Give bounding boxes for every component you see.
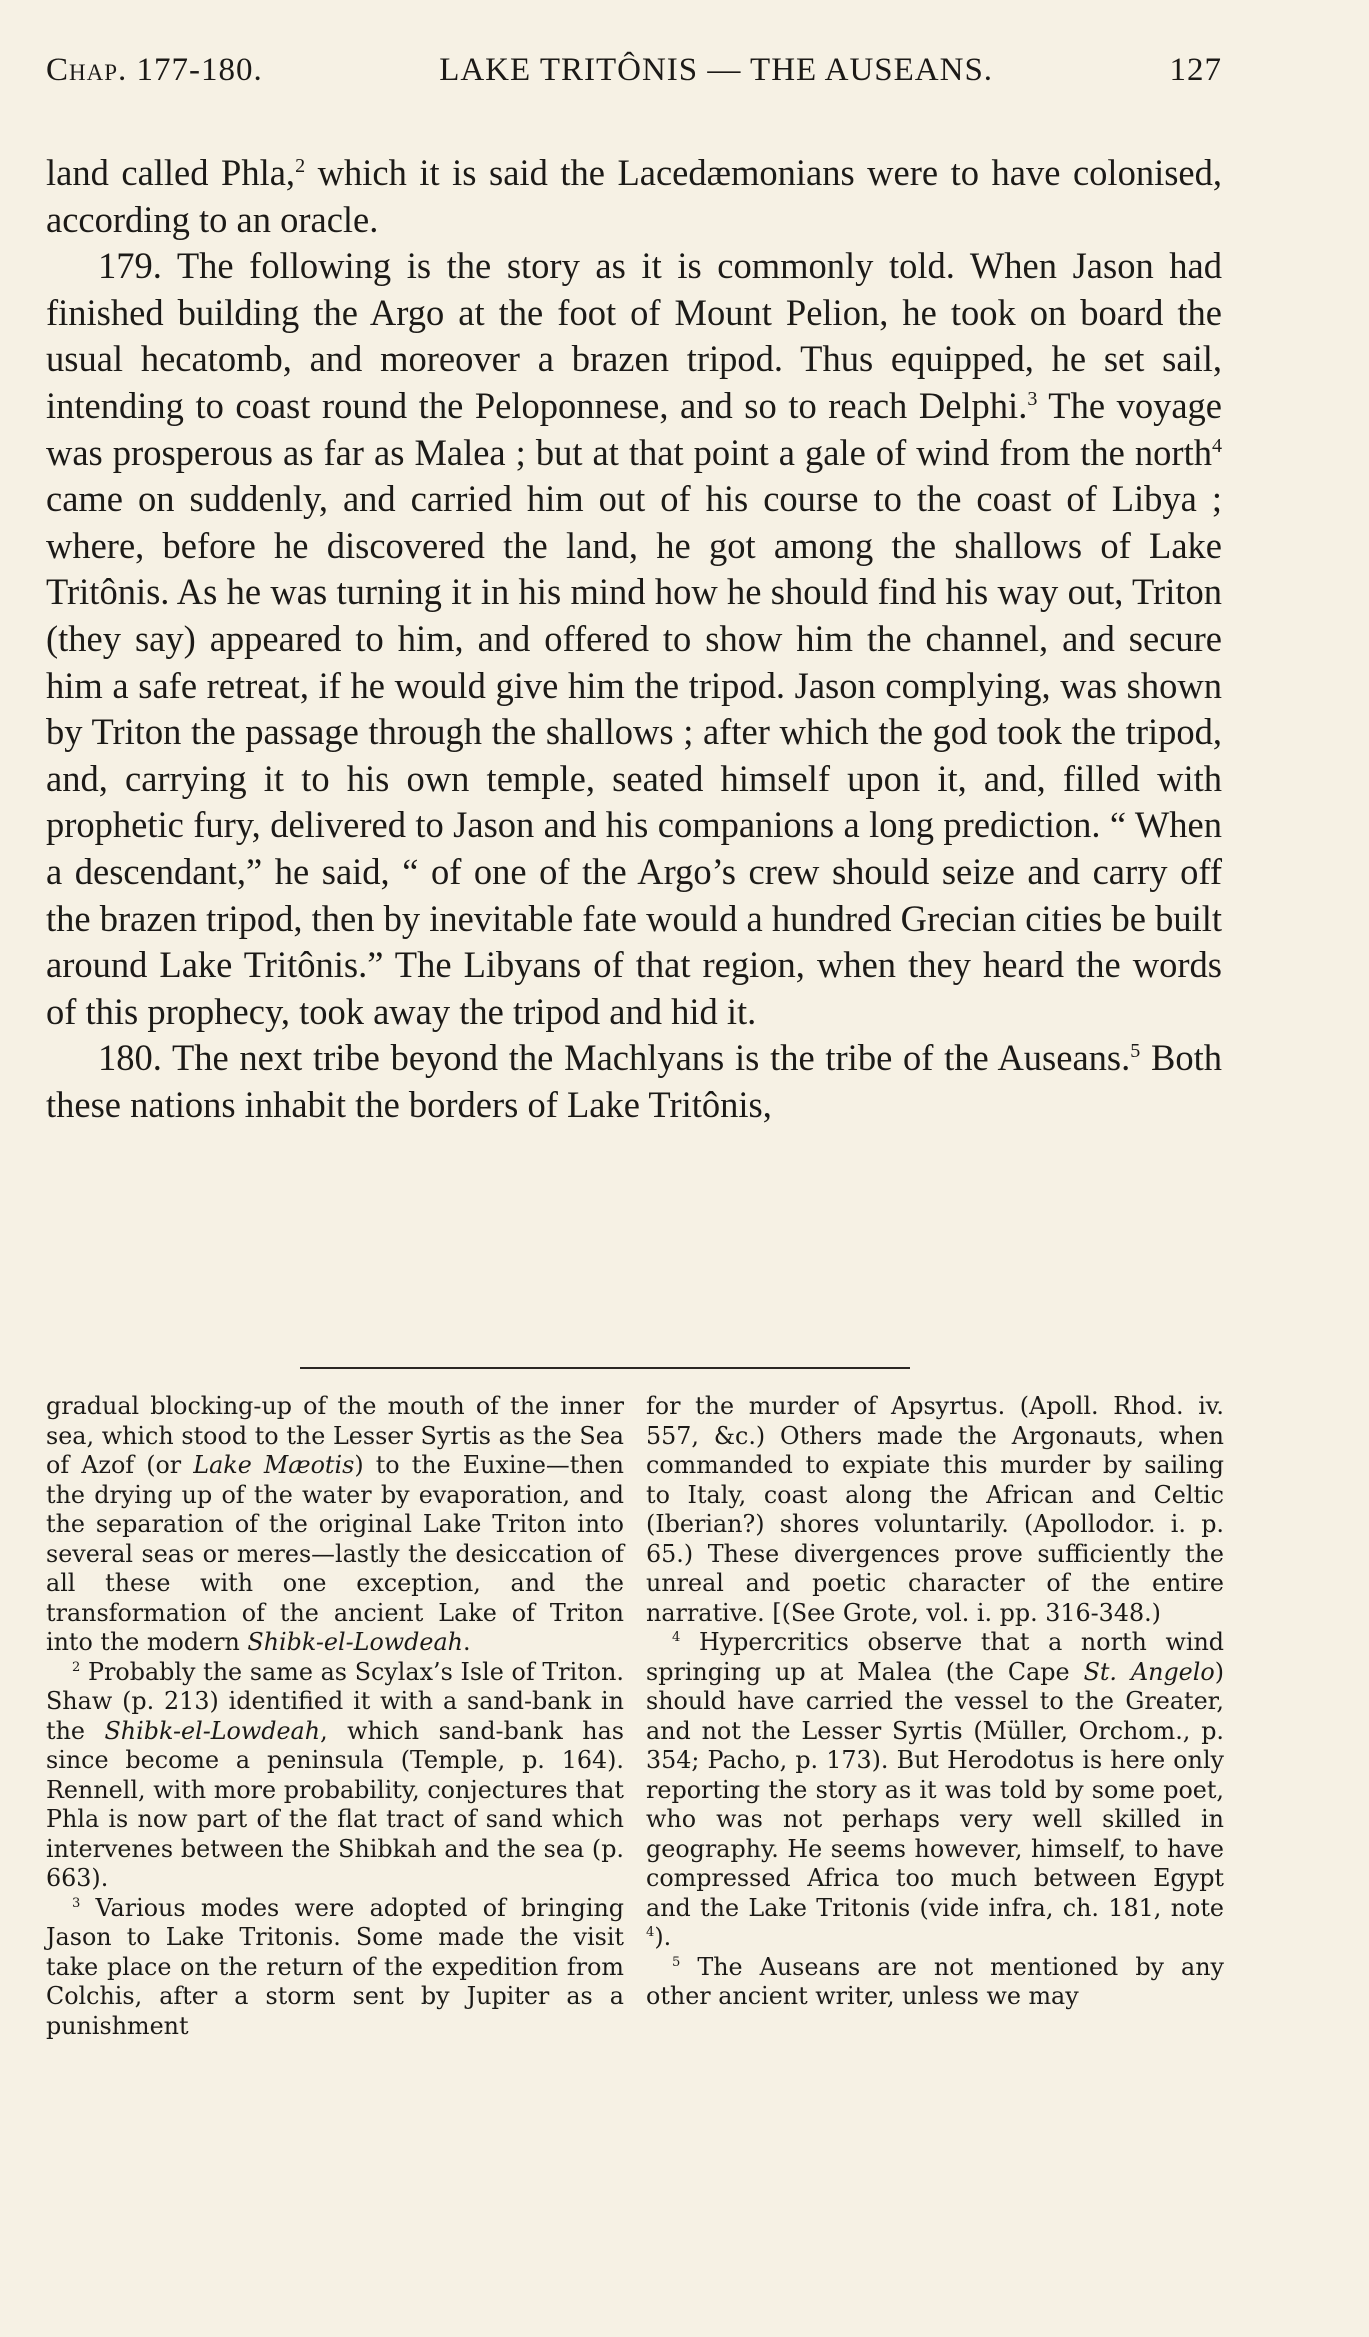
italic-run: Shibk-el-Lowdeah <box>247 1628 463 1656</box>
text-run: Both these nations inhabit the borders of Lake Tritônis, <box>46 1037 1222 1125</box>
text-run: Various modes were adopted of bringing Jason to Lake Tritonis. Some made the visit take place on the return of the expedition from Colchis, after a storm sent by Jupiter as a punishment <box>46 1893 624 2040</box>
italic-run: St. Angelo <box>1083 1657 1215 1686</box>
text-run: 180. The next tribe beyond the Machlyans is the tribe of the Auseans. <box>98 1037 1131 1079</box>
text-run: land called Phla, <box>46 152 296 193</box>
footnote-number: 5 <box>672 1954 681 1970</box>
chapter-range: Chap. 177-180. <box>46 52 263 88</box>
footnotes-left-column <box>46 1392 624 2041</box>
footnotes-right-column <box>646 1392 1224 2012</box>
text-run: came on suddenly, and carried him out of his course to the coast of Libya ; where, before he discovered the land, he got among the shallows of Lake Tritônis. As he was turning it in his mind how he should find his way out, Triton (they say) appeared to him, and offered to show him the channel, and secure him a safe retreat, if he would give him the tripod. Jason complying, was shown by Triton the passage through the shallows ; after which the god took the tripod, and, carrying it to his own temple, seated himself upon it, and, filled with prophetic fury, delivered to Jason and his companions a long prediction. “ When a descendant,” he said, “ of one of the Argo’s crew should seize and carry off the brazen tripod, then by inevitable fate would a hundred Grecian cities be built around Lake Tritônis.” The Libyans of that region, when they heard the words of this prophecy, took away the tripod and hid it. <box>46 478 1222 1032</box>
running-title: LAKE TRITÔNIS — THE AUSEANS. <box>439 52 994 88</box>
footnote-number: 2 <box>72 1659 81 1675</box>
italic-run: Shibk-el-Lowdeah <box>104 1716 321 1745</box>
footnote-5 <box>646 1953 1224 2012</box>
text-run: 179. The following is the story as it is commonly told. When Jason had finished building the Argo at the foot of Mount Pelion, he took on board the usual hecatomb, and moreover a brazen tripod. Thus equipped, he set sail, intending to coast round the Peloponnese, and so to reach Delphi. <box>46 245 1222 426</box>
footnote-continuation <box>646 1392 1224 1628</box>
footnote-ref: 5 <box>1130 1040 1141 1063</box>
main-text <box>46 150 1222 1128</box>
footnote-continuation <box>46 1392 624 1658</box>
text-run: , which sand-bank has since become a peninsula (Temple, p. 164). Rennell, with more probability, conjectures that Phla is now part of the flat tract of sand which intervenes between the Shibkah and the sea (p. 663). <box>46 1716 624 1892</box>
text-run: The voyage was prosperous as far as Malea ; but at that point a gale of wind from the north <box>46 384 1222 473</box>
footnote-2 <box>46 1658 624 1894</box>
running-header <box>46 52 1222 102</box>
footnote-number: 3 <box>72 1895 81 1911</box>
text-run: ) should have carried the vessel to the Greater, and not the Lesser Syrtis (Müller, Orchom., p. 354; Pacho, p. 173). But Herodotus is here only reporting the story as it was told by some poet, who was not perhaps very well skilled in geography. He seems however, himself, to have compressed Africa too much between Egypt and the Lake Tritonis (vide infra, ch. 181, note <box>646 1657 1225 1922</box>
footnote-ref: 3 <box>1027 387 1038 410</box>
page-number: 127 <box>1169 52 1222 88</box>
footnote-3 <box>46 1894 624 2042</box>
text-run: Hypercritics observe that a north wind springing up at Malea (the Cape <box>646 1628 1224 1686</box>
text-run: ). <box>654 1923 672 1951</box>
paragraph-179 <box>46 243 1222 1035</box>
paragraph-continuation <box>46 150 1222 243</box>
footnote-ref: 2 <box>295 154 306 177</box>
paragraph-180 <box>46 1035 1222 1128</box>
text-run: gradual blocking-up of the mouth of the inner sea, which stood to the Lesser Syrtis as the Sea of Azof (or <box>46 1392 624 1479</box>
footnote-ref: 4 <box>1211 434 1222 457</box>
footnote-4 <box>646 1628 1224 1953</box>
footnote-divider <box>300 1367 910 1369</box>
footnote-ref: 4 <box>646 1925 655 1941</box>
text-run: Probably the same as Scylax’s Isle of Triton. Shaw (p. 213) identified it with a sand-bank in the <box>46 1657 624 1745</box>
text-run: . <box>462 1628 471 1656</box>
text-run: The Auseans are not mentioned by any other ancient writer, unless we may <box>646 1952 1224 2010</box>
italic-run: Lake Mæotis <box>193 1451 355 1479</box>
text-run: for the murder of Apsyrtus. (Apoll. Rhod. iv. 557, &c.) Others made the Argonauts, when commanded to expiate this murder by sailing to Italy, coast along the African and Celtic (Iberian?) shores voluntarily. (Apollodor. i. p. 65.) These divergences prove sufficiently the unreal and poetic character of the entire narrative. [(See Grote, vol. i. pp. 316-348.) <box>646 1392 1224 1627</box>
footnote-number: 4 <box>672 1630 681 1646</box>
text-run: which it is said the Lacedæmonians were to have colonised, according to an oracle. <box>46 152 1222 240</box>
text-run: ) to the Euxine—then the drying up of the water by evaporation, and the separation of the original Lake Triton into several seas or meres—lastly the desiccation of all these with one exception, and the transformation of the ancient Lake of Triton into the modern <box>46 1451 625 1656</box>
